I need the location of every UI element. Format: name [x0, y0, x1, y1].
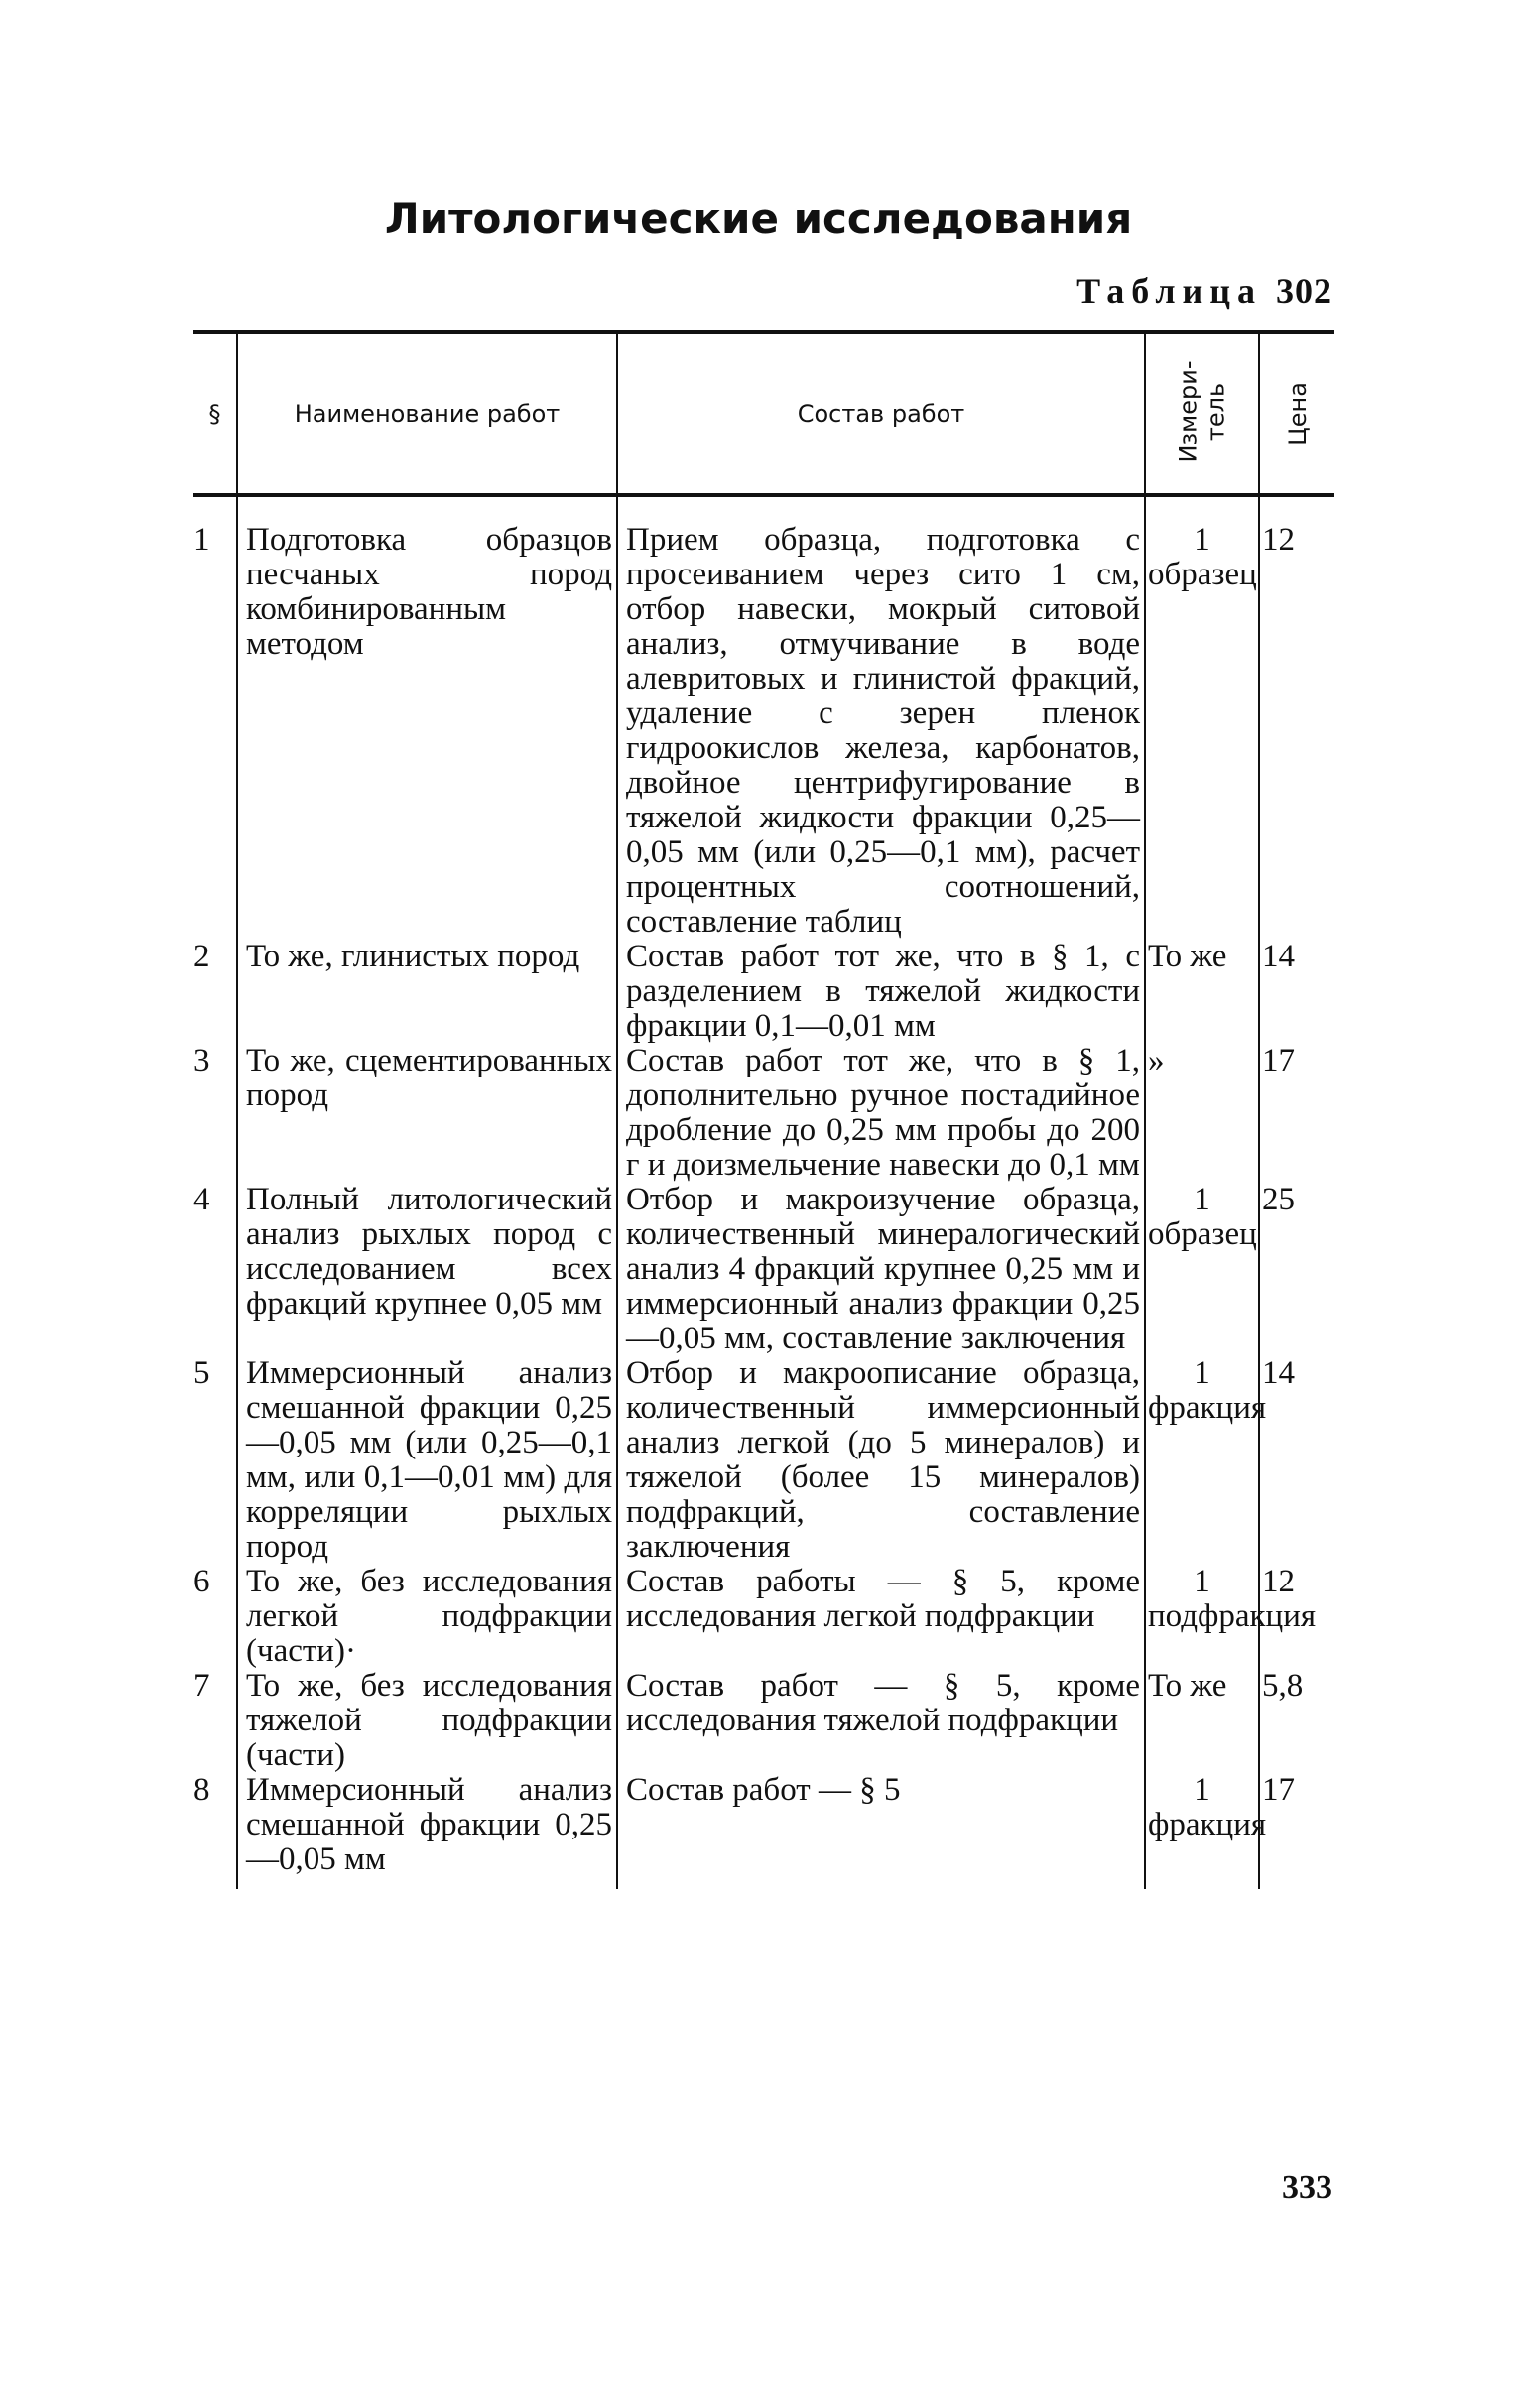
row-price: 12	[1259, 1565, 1334, 1669]
row-num: 1	[193, 522, 210, 558]
row-unit: 1 образец	[1145, 1183, 1259, 1356]
row-num: 8	[193, 1772, 210, 1808]
row-num: 2	[193, 939, 210, 974]
row-content: Отбор и макроизучение образца, количественный минералогический анализ 4 фракций крупнее 0,25 мм и иммерсионный анализ фракции 0,25—0,05 мм, составление заключения	[617, 1183, 1145, 1356]
table-number: 302	[1276, 271, 1332, 311]
header-price-text: Цена	[1283, 381, 1312, 445]
header-price	[1259, 332, 1334, 495]
row-name: Полный литологический анализ рыхлых пород с исследованием всех фракций крупнее 0,05 мм	[237, 1183, 617, 1356]
row-content: Прием образца, подготовка с просеиванием через сито 1 см, отбор навески, мокрый ситовой анализ, отмучивание в воде алевритовых и глинистой фракций, удаление с зерен пленок гидроокислов железа, карбонатов, двойное центрифугирование в тяжелой жидкости фракции 0,25—0,05 мм (или 0,25—0,1 мм), расчет процентных соотношений, составление таблиц	[617, 495, 1145, 940]
price-table	[193, 330, 1334, 1889]
row-unit: »	[1145, 1044, 1259, 1183]
row-content: Состав работы — § 5, кроме исследования легкой подфракции	[617, 1565, 1145, 1669]
header-unit	[1145, 332, 1259, 495]
table-row	[193, 1669, 1334, 1773]
row-price: 14	[1259, 1356, 1334, 1565]
row-unit: 1 фракция	[1145, 1356, 1259, 1565]
row-name: То же, без исследования тяжелой подфракции (части)	[237, 1669, 617, 1773]
row-num: 5	[193, 1355, 210, 1391]
row-price: 12	[1259, 495, 1334, 940]
table-row	[193, 1183, 1334, 1356]
row-unit: То же	[1145, 940, 1259, 1044]
row-name: То же, без исследования легкой подфракции (части)·	[237, 1565, 617, 1669]
row-unit: 1 фракция	[1145, 1773, 1259, 1889]
table-header-row	[193, 332, 1334, 495]
table-row	[193, 1044, 1334, 1183]
header-name: Наименование работ	[237, 332, 617, 495]
table-number-label	[1076, 270, 1332, 312]
row-num: 3	[193, 1043, 210, 1078]
table-row	[193, 1356, 1334, 1565]
row-unit: То же	[1145, 1669, 1259, 1773]
row-content: Состав работ — § 5, кроме исследования тяжелой подфракции	[617, 1669, 1145, 1773]
row-price: 5,8	[1259, 1669, 1334, 1773]
row-price: 25	[1259, 1183, 1334, 1356]
row-price: 14	[1259, 940, 1334, 1044]
table-row	[193, 940, 1334, 1044]
row-content: Состав работ — § 5	[617, 1773, 1145, 1889]
row-content: Состав работ тот же, что в § 1, с разделением в тяжелой жидкости фракции 0,1—0,01 мм	[617, 940, 1145, 1044]
header-num: §	[193, 332, 237, 495]
row-name: То же, сцементированных пород	[237, 1044, 617, 1183]
table-label: Таблица	[1076, 271, 1262, 311]
page-number: 333	[1282, 2169, 1332, 2206]
row-content: Отбор и макроописание образца, количественный иммерсионный анализ легкой (до 5 минералов) и тяжелой (более 15 минералов) подфракций, составление заключения	[617, 1356, 1145, 1565]
table-row	[193, 1773, 1334, 1889]
row-unit: 1 образец	[1145, 495, 1259, 940]
row-price: 17	[1259, 1044, 1334, 1183]
table-row	[193, 1565, 1334, 1669]
page-title: Литологические исследования	[384, 194, 1133, 243]
header-unit-text: Измери- тель	[1174, 360, 1230, 463]
row-name: То же, глинистых пород	[237, 940, 617, 1044]
row-unit: 1 подфракция	[1145, 1565, 1259, 1669]
row-price: 17	[1259, 1773, 1334, 1889]
row-name: Иммерсионный анализ смешанной фракции 0,25—0,05 мм (или 0,25—0,1 мм, или 0,1—0,01 мм) для корреляции рыхлых пород	[237, 1356, 617, 1565]
row-num: 6	[193, 1564, 210, 1599]
row-num: 7	[193, 1668, 210, 1704]
row-name: Иммерсионный анализ смешанной фракции 0,25—0,05 мм	[237, 1773, 617, 1889]
row-content: Состав работ тот же, что в § 1, дополнительно ручное постадийное дробление до 0,25 мм пробы до 200 г и доизмельчение навески до 0,1 мм	[617, 1044, 1145, 1183]
header-content: Состав работ	[617, 332, 1145, 495]
row-name: Подготовка образцов песчаных пород комбинированным методом	[237, 495, 617, 940]
row-num: 4	[193, 1182, 210, 1217]
table-row	[193, 495, 1334, 940]
